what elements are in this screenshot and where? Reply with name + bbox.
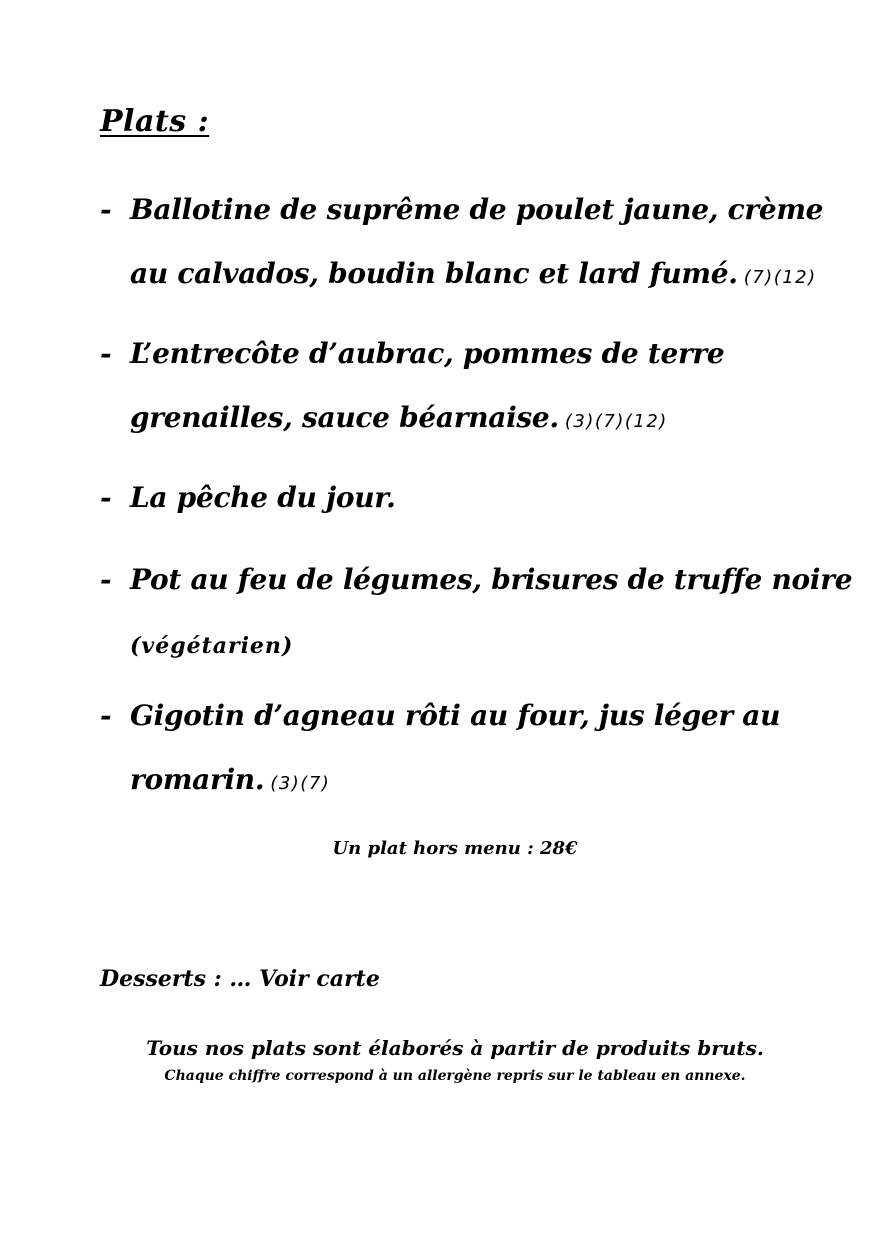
- dish-text: Ballotine de suprême de poulet jaune, crème au calvados, boudin blanc et lard fumé.: [130, 193, 824, 290]
- note-allergens: Chaque chiffre correspond à un allergène repris sur le tableau en annexe.: [164, 1068, 746, 1084]
- desserts-line: Desserts : … Voir carte: [100, 966, 380, 992]
- allergen-codes: (3)(7)(12): [564, 411, 668, 432]
- dish-text: Gigotin d’agneau rôti au four, jus léger au romarin.: [130, 699, 781, 796]
- dish-item-entrecote: [100, 322, 860, 454]
- list-dash: -: [100, 699, 112, 732]
- list-dash: -: [100, 563, 112, 596]
- dish-text: L’entrecôte d’aubrac, pommes de terre grenailles, sauce béarnaise.: [130, 337, 725, 434]
- list-dash: -: [100, 193, 112, 226]
- dish-text: Pot au feu de légumes, brisures de truffe noire: [130, 563, 853, 596]
- dish-item-ballotine: [100, 178, 860, 310]
- list-dash: -: [100, 337, 112, 370]
- hors-menu-price: Un plat hors menu : 28€: [332, 838, 578, 859]
- vegetarian-label: (végétarien): [130, 633, 294, 659]
- dish-item-pot-au-feu: [100, 548, 860, 678]
- list-dash: -: [100, 481, 112, 514]
- section-heading-plats: Plats :: [100, 104, 210, 139]
- allergen-codes: (7)(12): [743, 267, 817, 288]
- note-raw-products: Tous nos plats sont élaborés à partir de produits bruts.: [146, 1036, 764, 1060]
- dish-text: La pêche du jour.: [130, 481, 396, 514]
- dish-item-peche: [100, 466, 860, 530]
- dish-item-gigotin: [100, 684, 860, 816]
- allergen-codes: (3)(7): [270, 773, 331, 794]
